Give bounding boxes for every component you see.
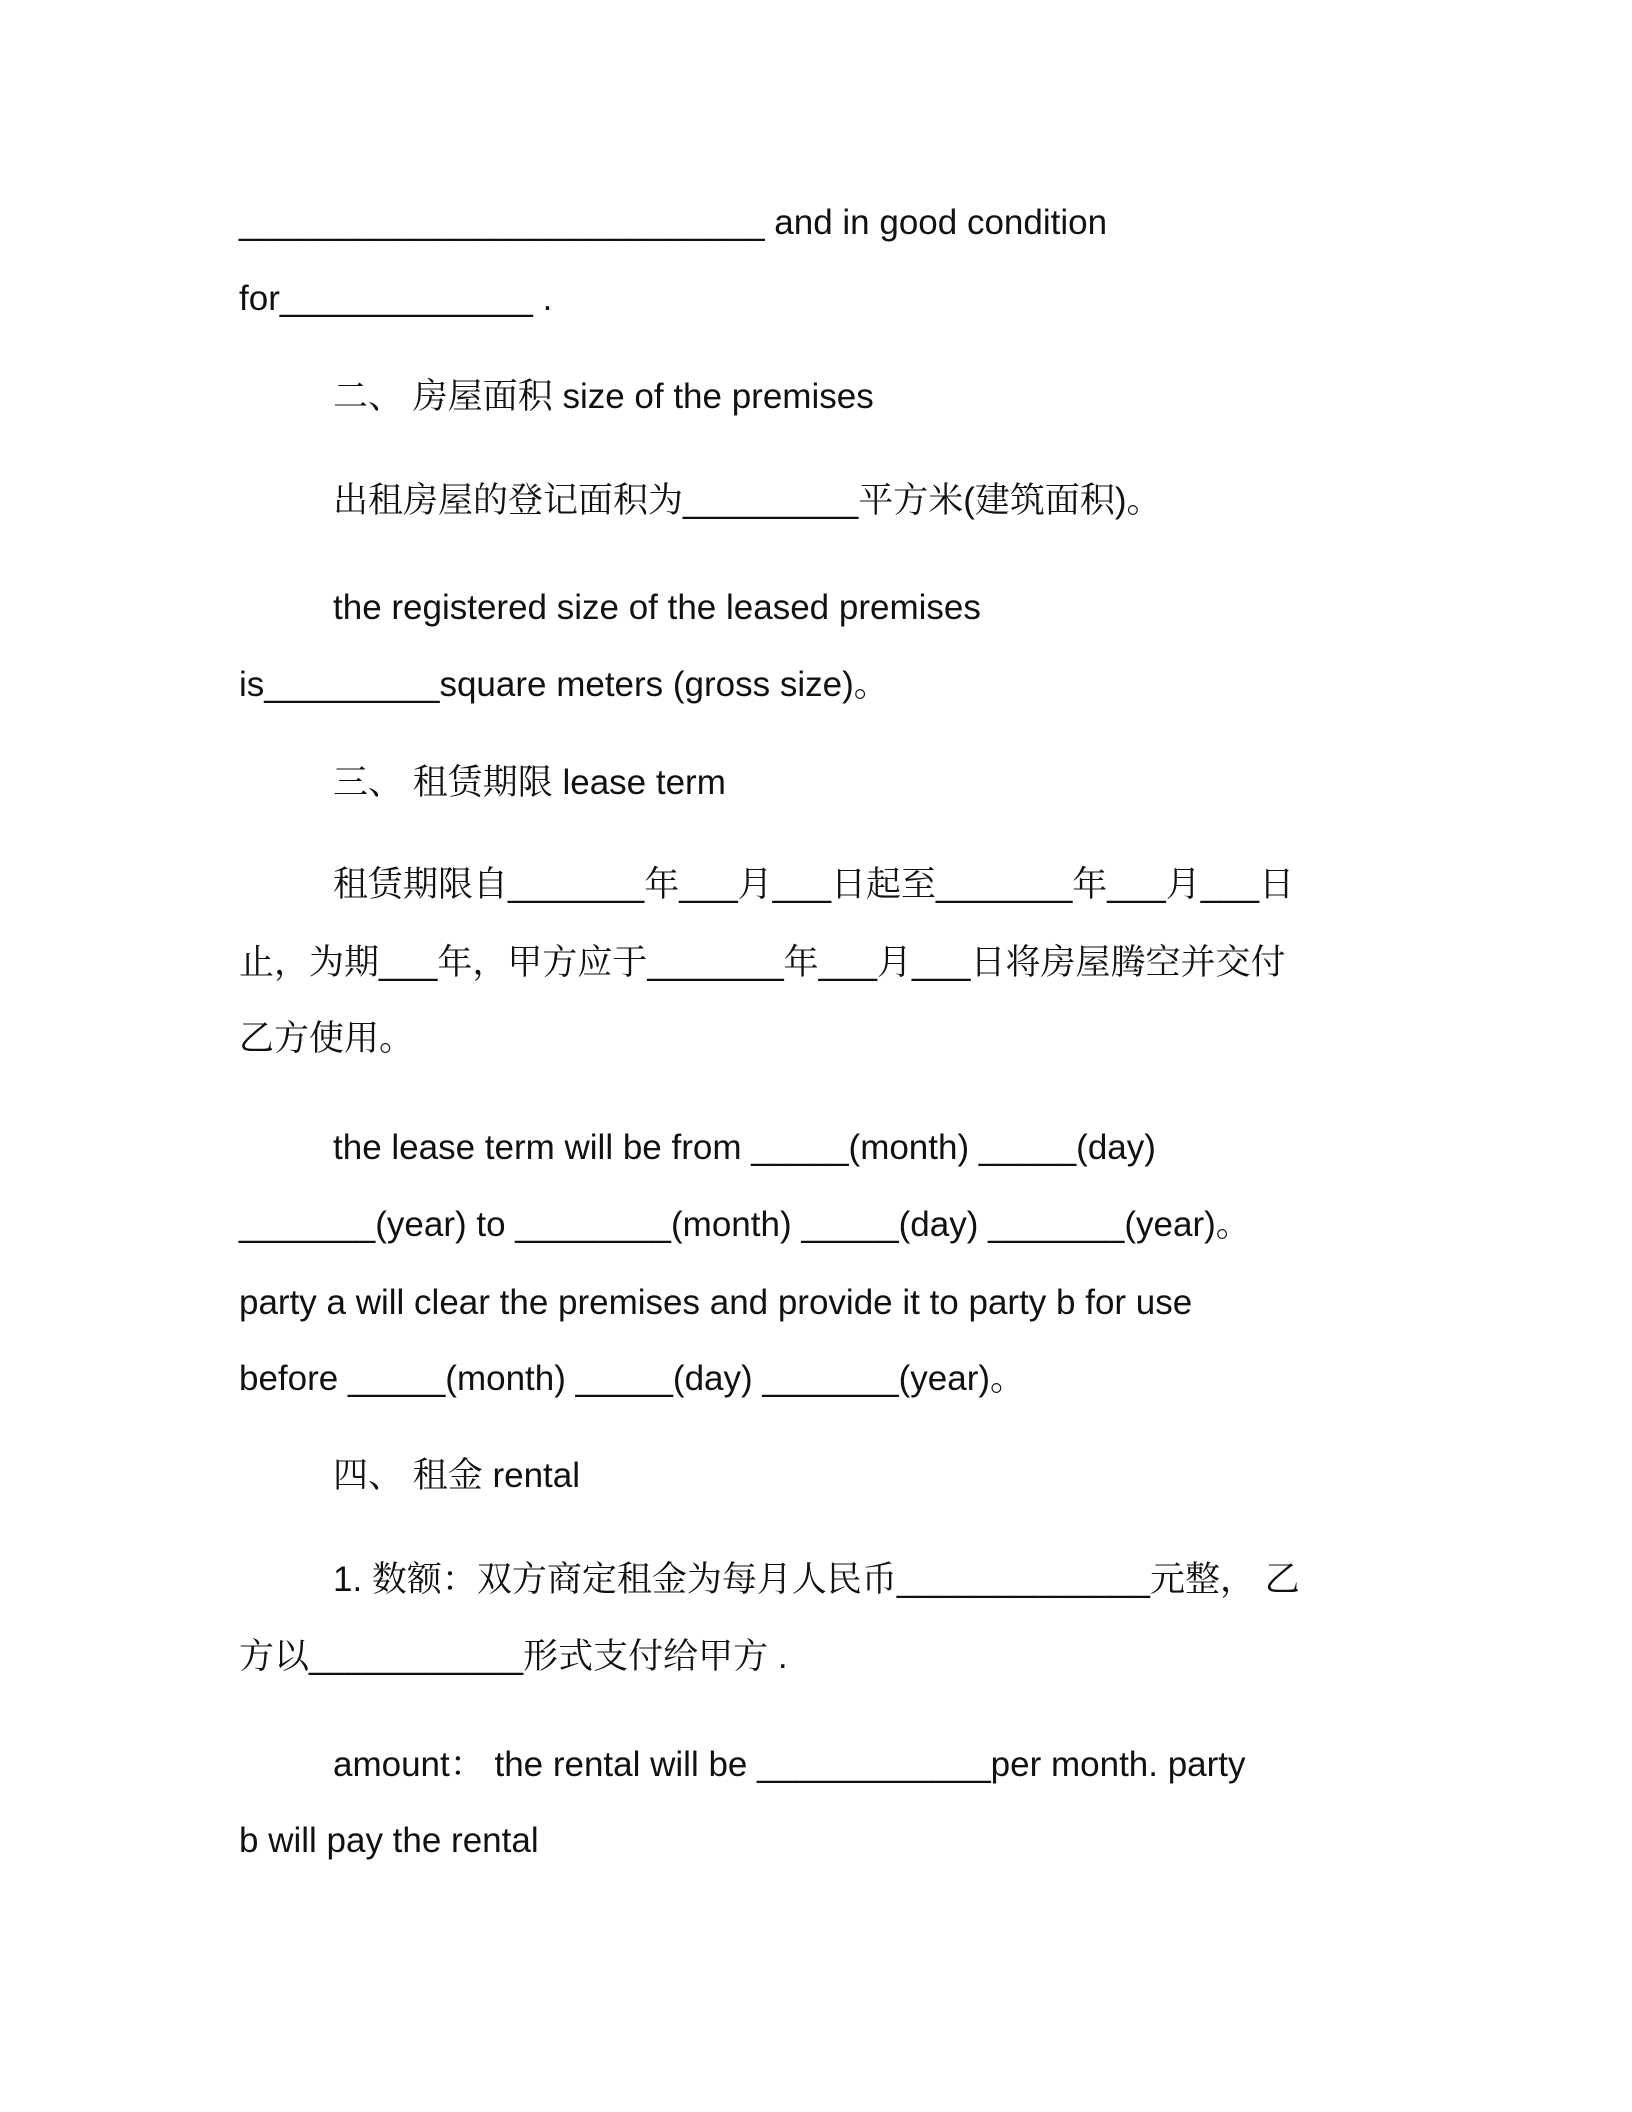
text-line: 出租房屋的登记面积为_________平方米(建筑面积)。 <box>333 481 1162 520</box>
text-line: for_____________ . <box>239 279 553 318</box>
text-line: b will pay the rental <box>239 1821 539 1860</box>
text-line: 方以___________形式支付给甲方 . <box>239 1637 788 1676</box>
text-line: 乙方使用。 <box>239 1019 415 1058</box>
text-line: ___________________________ and in good condition <box>239 203 1108 242</box>
text-line: party a will clear the premises and provide it to party b for use <box>239 1283 1193 1322</box>
text-line: 1. 数额：双方商定租金为每月人民币_____________元整， 乙 <box>333 1560 1300 1599</box>
section-heading-lease-term: 三、 租赁期限 lease term <box>333 763 726 802</box>
section-heading-size: 二、 房屋面积 size of the premises <box>333 377 874 416</box>
section-heading-rental: 四、 租金 rental <box>333 1456 580 1495</box>
text-line: 止，为期___年，甲方应于_______年___月___日将房屋腾空并交付 <box>239 943 1286 982</box>
text-line: the registered size of the leased premises <box>333 588 981 627</box>
text-line: amount： the rental will be ____________per month. party <box>333 1745 1246 1784</box>
text-line: is_________square meters (gross size)。 <box>239 665 889 704</box>
text-line: _______(year) to ________(month) _____(day) _______(year)。 <box>239 1205 1251 1244</box>
text-line: before _____(month) _____(day) _______(year)。 <box>239 1359 1026 1398</box>
text-line: 租赁期限自_______年___月___日起至_______年___月___日 <box>333 865 1295 904</box>
text-line: the lease term will be from _____(month) _____(day) <box>333 1128 1156 1167</box>
